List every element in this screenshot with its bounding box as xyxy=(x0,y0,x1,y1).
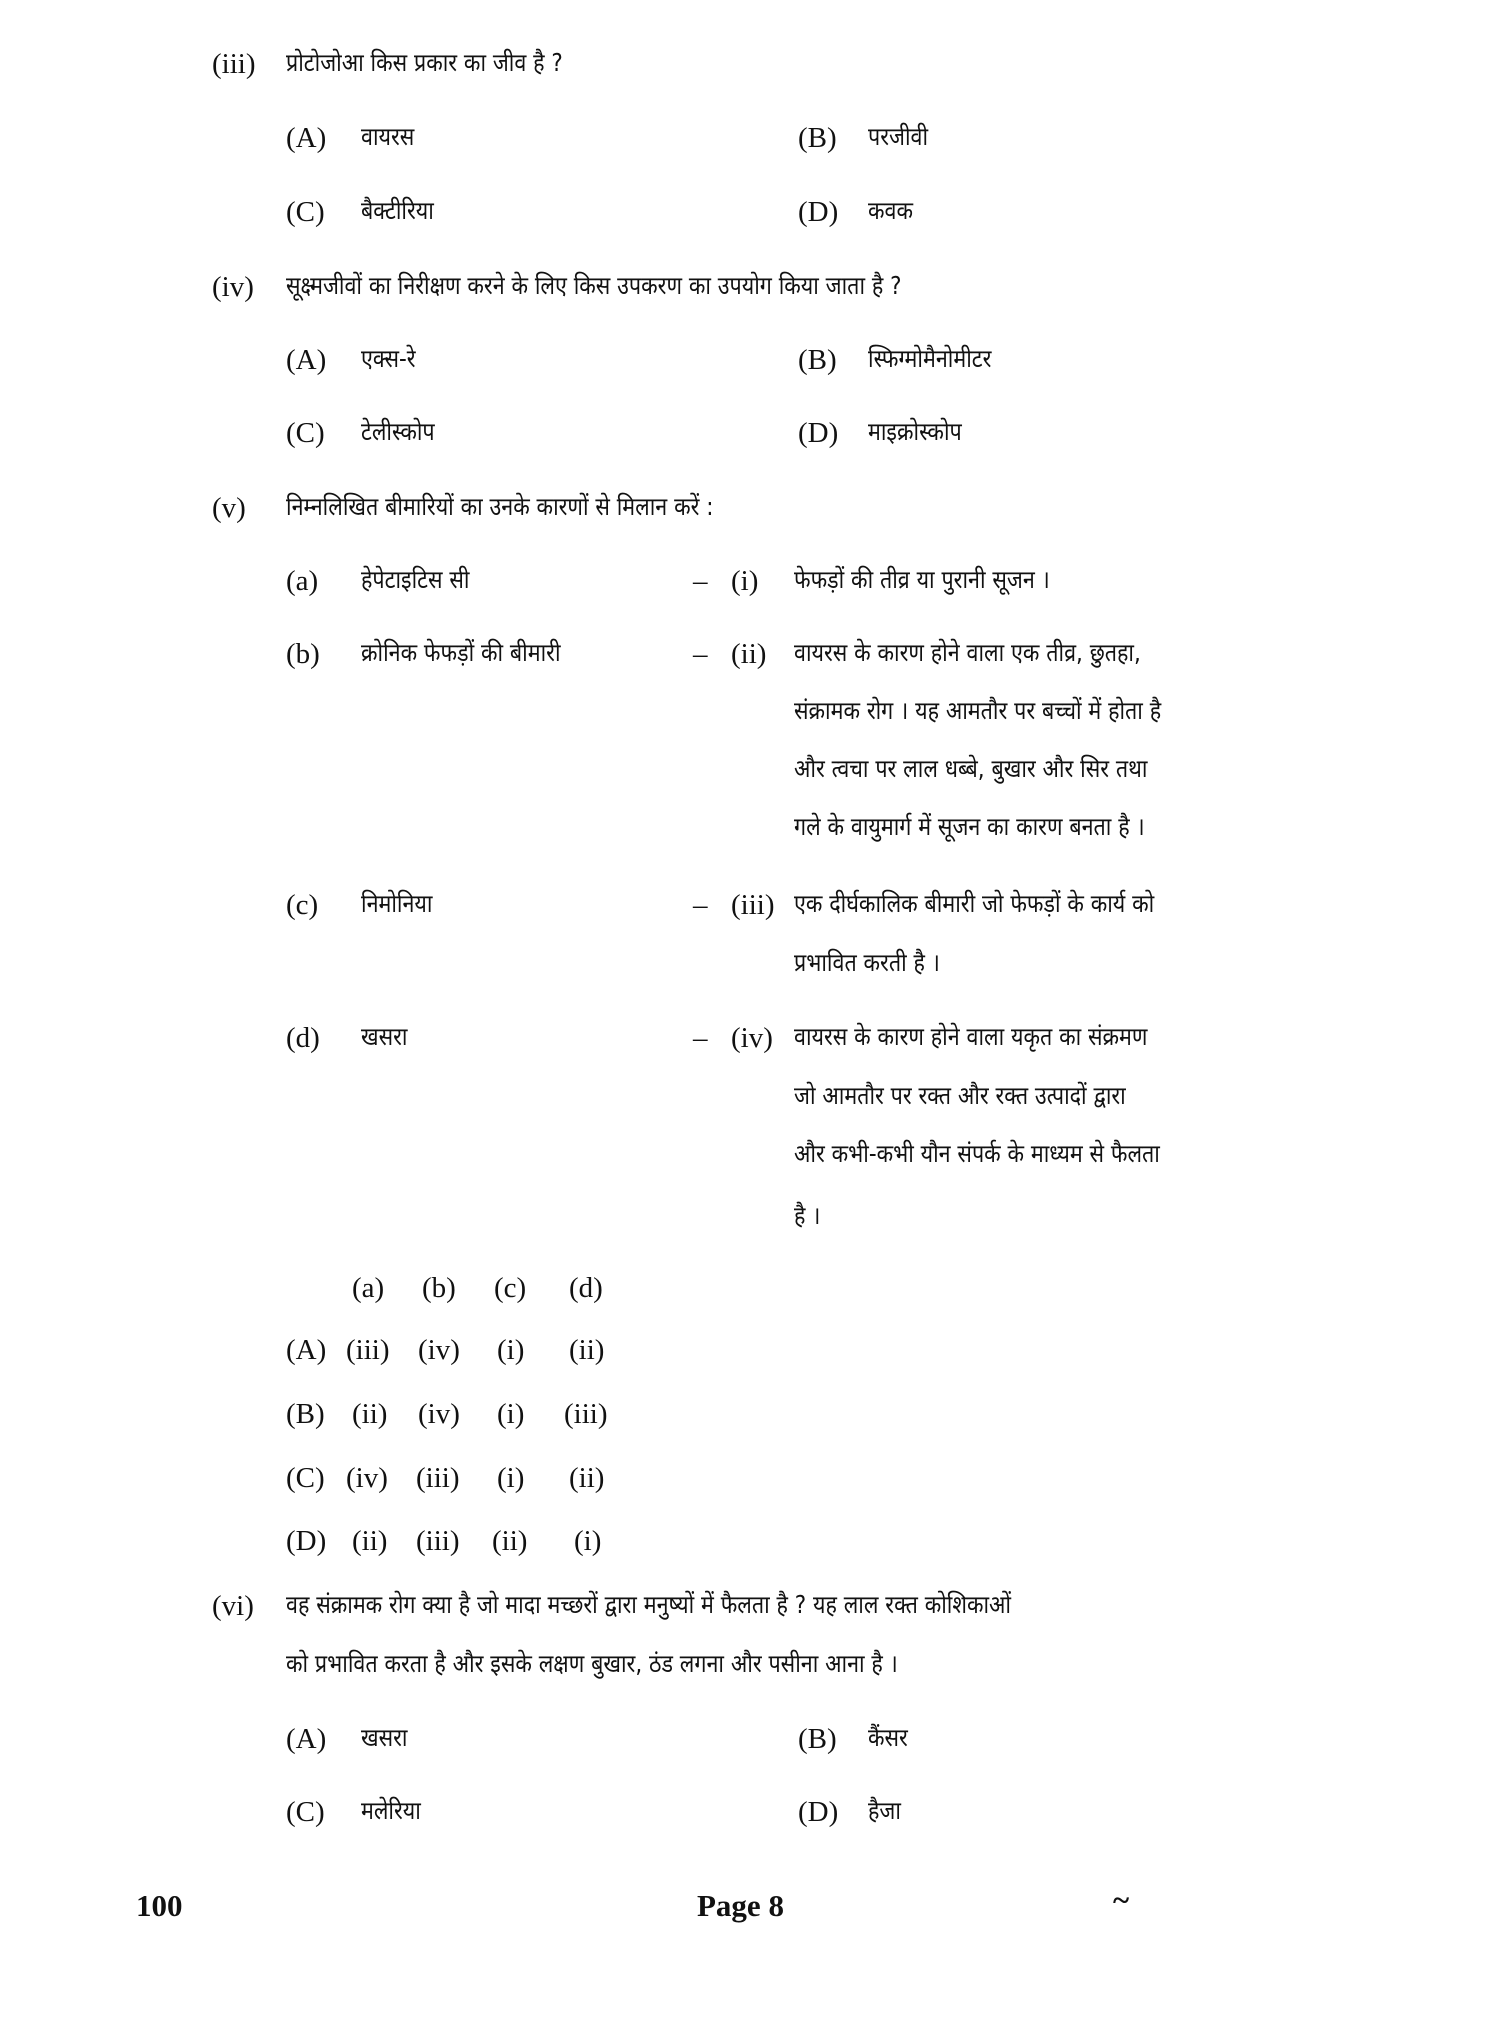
matrix-cell: (ii) xyxy=(352,1525,388,1557)
matrix-cell: (ii) xyxy=(352,1398,388,1430)
option-label-a: (A) xyxy=(286,122,327,154)
option-label-d: (D) xyxy=(798,196,839,228)
option-text-b: कैंसर xyxy=(868,1723,908,1752)
option-text-a: खसरा xyxy=(361,1723,408,1752)
matrix-cell: (iii) xyxy=(416,1462,460,1494)
right-label: (ii) xyxy=(731,638,767,670)
matrix-cell: (iii) xyxy=(564,1398,608,1430)
dash: – xyxy=(693,565,708,597)
option-label-b: (B) xyxy=(798,344,837,376)
matrix-row-label: (A) xyxy=(286,1334,327,1366)
matrix-cell: (i) xyxy=(574,1525,602,1557)
option-label-a: (A) xyxy=(286,1723,327,1755)
matrix-row-label: (C) xyxy=(286,1462,325,1494)
left-text: क्रोनिक फेफड़ों की बीमारी xyxy=(361,638,561,667)
option-text-c: टेलीस्कोप xyxy=(361,417,435,446)
option-label-b: (B) xyxy=(798,122,837,154)
matrix-cell: (iv) xyxy=(418,1398,460,1430)
right-text-line: और त्वचा पर लाल धब्बे, बुखार और सिर तथा xyxy=(794,754,1148,783)
option-label-d: (D) xyxy=(798,417,839,449)
matrix-cell: (iv) xyxy=(346,1462,388,1494)
dash: – xyxy=(693,638,708,670)
option-label-c: (C) xyxy=(286,417,325,449)
matrix-cell: (iii) xyxy=(416,1525,460,1557)
option-text-c: मलेरिया xyxy=(361,1796,421,1825)
left-label: (a) xyxy=(286,565,319,597)
right-label: (i) xyxy=(731,565,759,597)
question-number: (iv) xyxy=(212,271,254,303)
option-text-a: वायरस xyxy=(361,122,415,151)
option-text-b: स्फिग्मोमैनोमीटर xyxy=(868,344,992,373)
option-label-c: (C) xyxy=(286,1796,325,1828)
right-text-line: वायरस के कारण होने वाला यकृत का संक्रमण xyxy=(794,1022,1148,1051)
dash: – xyxy=(693,1022,708,1054)
question-number: (vi) xyxy=(212,1590,254,1622)
matrix-cell: (i) xyxy=(497,1398,525,1430)
option-label-b: (B) xyxy=(798,1723,837,1755)
question-number: (iii) xyxy=(212,48,256,80)
right-text-line: प्रभावित करती है । xyxy=(794,948,940,977)
right-text-line: और कभी-कभी यौन संपर्क के माध्यम से फैलता xyxy=(794,1139,1160,1168)
question-text: निम्नलिखित बीमारियों का उनके कारणों से मिलान करें : xyxy=(286,492,714,521)
matrix-cell: (iii) xyxy=(346,1334,390,1366)
option-text-d: माइक्रोस्कोप xyxy=(868,417,962,446)
matrix-row-label: (B) xyxy=(286,1398,325,1430)
matrix-cell: (i) xyxy=(497,1334,525,1366)
matrix-cell: (i) xyxy=(497,1462,525,1494)
matrix-header: (d) xyxy=(569,1272,603,1304)
matrix-row-label: (D) xyxy=(286,1525,327,1557)
matrix-cell: (ii) xyxy=(569,1334,605,1366)
question-text-line: वह संक्रामक रोग क्या है जो मादा मच्छरों द्वारा मनुष्यों में फैलता है ? यह लाल रक्त कोशिकाओं xyxy=(286,1590,1012,1619)
right-label: (iv) xyxy=(731,1022,773,1054)
right-text-line: एक दीर्घकालिक बीमारी जो फेफड़ों के कार्य को xyxy=(794,889,1155,918)
right-text-line: फेफड़ों की तीव्र या पुरानी सूजन । xyxy=(794,565,1050,594)
question-text: सूक्ष्मजीवों का निरीक्षण करने के लिए किस उपकरण का उपयोग किया जाता है ? xyxy=(286,271,902,300)
left-label: (b) xyxy=(286,638,320,670)
matrix-header: (c) xyxy=(494,1272,527,1304)
matrix-header: (b) xyxy=(422,1272,456,1304)
tilde-mark: ~ xyxy=(1113,1882,1130,1917)
option-text-c: बैक्टीरिया xyxy=(361,196,434,225)
right-label: (iii) xyxy=(731,889,775,921)
option-label-d: (D) xyxy=(798,1796,839,1828)
left-text: निमोनिया xyxy=(361,889,433,918)
matrix-header: (a) xyxy=(352,1272,385,1304)
right-text-line: है । xyxy=(794,1201,821,1230)
left-text: हेपेटाइटिस सी xyxy=(361,565,470,594)
left-label: (c) xyxy=(286,889,319,921)
matrix-cell: (iv) xyxy=(418,1334,460,1366)
question-text: प्रोटोजोआ किस प्रकार का जीव है ? xyxy=(286,48,563,77)
right-text-line: गले के वायुमार्ग में सूजन का कारण बनता है । xyxy=(794,812,1145,841)
right-text-line: संक्रामक रोग । यह आमतौर पर बच्चों में होता है xyxy=(794,696,1162,725)
option-text-d: कवक xyxy=(868,196,913,225)
option-label-c: (C) xyxy=(286,196,325,228)
option-text-d: हैजा xyxy=(868,1796,901,1825)
option-text-b: परजीवी xyxy=(868,122,929,151)
paper-code: 100 xyxy=(136,1888,183,1923)
right-text-line: वायरस के कारण होने वाला एक तीव्र, छुतहा, xyxy=(794,638,1141,667)
left-text: खसरा xyxy=(361,1022,408,1051)
matrix-cell: (ii) xyxy=(492,1525,528,1557)
option-text-a: एक्स-रे xyxy=(361,344,416,373)
page-number: Page 8 xyxy=(697,1888,784,1923)
dash: – xyxy=(693,889,708,921)
left-label: (d) xyxy=(286,1022,320,1054)
question-text-line: को प्रभावित करता है और इसके लक्षण बुखार, ठंड लगना और पसीना आना है । xyxy=(286,1649,898,1678)
right-text-line: जो आमतौर पर रक्त और रक्त उत्पादों द्वारा xyxy=(794,1081,1126,1110)
matrix-cell: (ii) xyxy=(569,1462,605,1494)
question-number: (v) xyxy=(212,492,246,524)
option-label-a: (A) xyxy=(286,344,327,376)
